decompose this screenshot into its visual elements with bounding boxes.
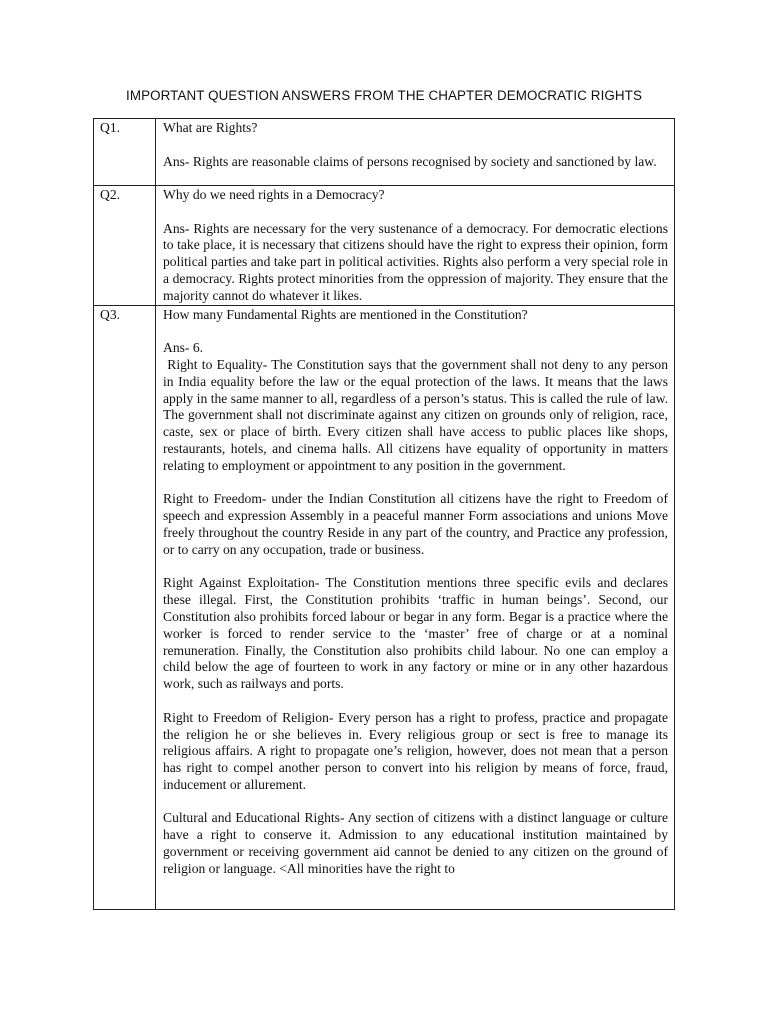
answer-paragraph-cultural-educational-rights: Cultural and Educational Rights- Any section of citizens with a distinct language or culture have a right to conserve it. Admission to any educational institution maintained by government or receiving government aid cannot be denied to any citizen on the ground of religion or language. <All minorities have the right to <box>163 810 668 876</box>
question-text: Why do we need rights in a Democracy? <box>163 187 385 202</box>
answer-paragraph-right-to-freedom: Right to Freedom- under the Indian Constitution all citizens have the right to Freedom of speech and expression Assembly in a peaceful manner Form associations and unions Move freely throughout the country Reside in any part of the country, and Practice any profession, or to carry on any occupation, trade or business. <box>163 491 668 557</box>
question-number: Q3. <box>94 305 156 909</box>
question-number: Q1. <box>94 119 156 186</box>
answer-cell <box>156 186 675 306</box>
question-number: Q2. <box>94 186 156 306</box>
answer-cell <box>156 119 675 186</box>
question-text: What are Rights? <box>163 120 258 135</box>
answer-intro: Ans- 6. <box>163 340 204 356</box>
page-title: IMPORTANT QUESTION ANSWERS FROM THE CHAPTER DEMOCRATIC RIGHTS <box>126 88 642 103</box>
table-row <box>94 119 675 186</box>
qa-table <box>93 118 675 910</box>
answer-paragraph-right-against-exploitation: Right Against Exploitation- The Constitution mentions three specific evils and declares these illegal. First, the Constitution prohibits ‘traffic in human beings’. Second, our Constitution also prohibits forced labour or begar in any form. Begar is a practice where the worker is forced to render service to the ‘master’ free of charge or at a nominal remuneration. Finally, the Constitution also prohibits child labour. No one can employ a child below the age of fourteen to work in any factory or mine or in any other hazardous work, such as railways and ports. <box>163 575 668 692</box>
answer-paragraph-right-to-equality: Right to Equality- The Constitution says that the government shall not deny to any person in India equality before the law or the equal protection of the laws. It means that the laws apply in the same manner to all, regardless of a person’s status. This is called the rule of law. The government shall not discriminate against any citizen on grounds only of religion, race, caste, sex or place of birth. Every citizen shall have access to public places like shops, restaurants, hotels, and cinema halls. All citizens have equality of opportunity in matters relating to employment or appointment to any position in the government. <box>163 356 672 473</box>
question-text: How many Fundamental Rights are mentioned in the Constitution? <box>163 306 528 322</box>
answer-paragraph-right-to-freedom-of-religion: Right to Freedom of Religion- Every person has a right to profess, practice and propagate the religion he or she believes in. Every religious group or sect is free to manage its religious affairs. A right to propagate one’s religion, however, does not mean that a person has right to compel another person to convert into his religion by means of force, fraud, inducement or allurement. <box>163 709 668 792</box>
table-row <box>94 305 675 909</box>
answer-paragraph: Ans- Rights are reasonable claims of persons recognised by society and sanctioned by law. <box>163 153 657 169</box>
answer-cell <box>156 305 675 909</box>
answer-paragraph: Ans- Rights are necessary for the very sustenance of a democracy. For democratic elections to take place, it is necessary that citizens should have the right to express their opinion, form political parties and take part in political activities. Rights also perform a very special role in a democracy. Rights protect minorities from the oppression of majority. They ensure that the majority cannot do whatever it likes. <box>163 220 668 303</box>
table-row <box>94 186 675 306</box>
